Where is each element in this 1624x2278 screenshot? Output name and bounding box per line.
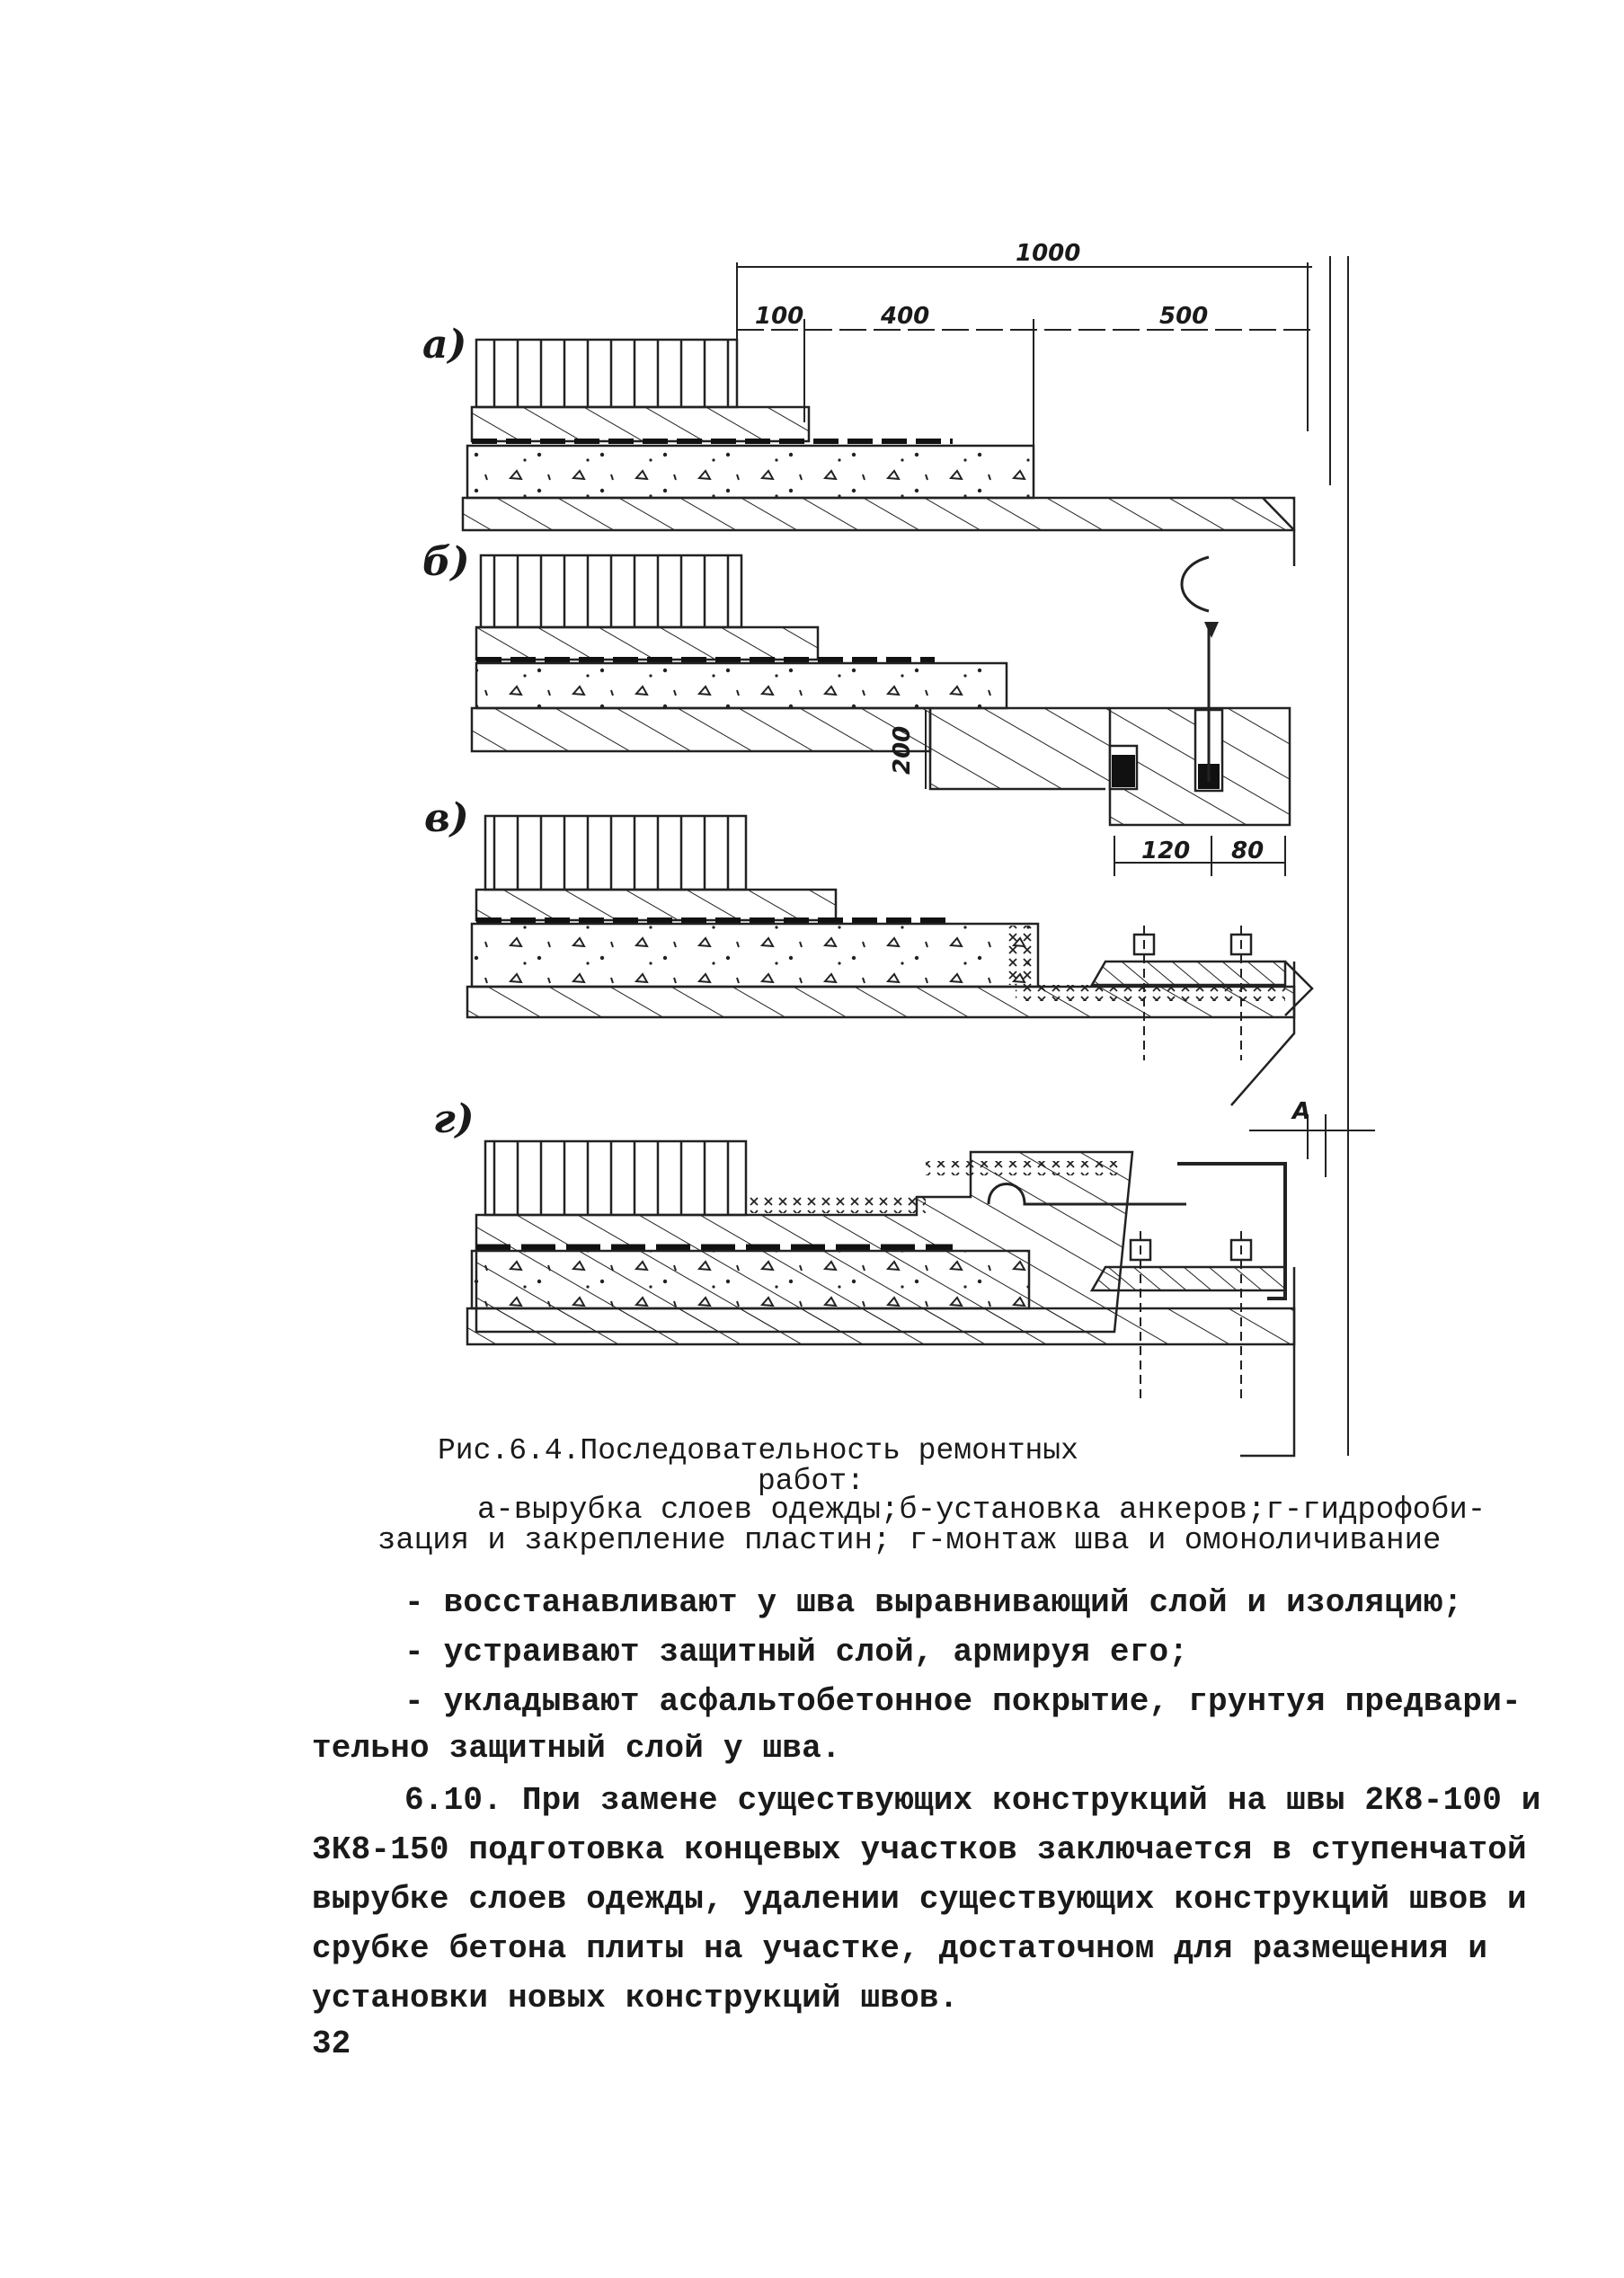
body-line-7: вырубке слоев одежды, удалении существующих конструкций швов и xyxy=(312,1881,1527,1918)
panel-g-label: г) xyxy=(433,1096,475,1142)
dim-1000: 1000 xyxy=(1016,240,1081,267)
dim-80: 80 xyxy=(1231,838,1265,864)
figure-caption-desc-2: зация и закрепление пластин; г-монтаж шва и омоноличивание xyxy=(377,1524,1442,1558)
dim-120: 120 xyxy=(1141,838,1191,864)
dim-500: 500 xyxy=(1159,303,1209,330)
dim-a: A xyxy=(1292,1098,1311,1125)
body-line-6: 3К8-150 подготовка концевых участков заключается в ступенчатой xyxy=(312,1831,1527,1868)
body-line-9: установки новых конструкций швов. xyxy=(312,1980,959,2017)
figure-caption-desc-1: а-вырубка слоев одежды;б-установка анкеров;г-гидрофоби- xyxy=(477,1494,1486,1528)
dim-200: 200 xyxy=(889,725,916,775)
body-line-1: - восстанавливают у шва выравнивающий слой и изоляцию; xyxy=(404,1584,1463,1621)
page-number: 32 xyxy=(312,2025,351,2062)
dim-400: 400 xyxy=(881,303,930,330)
panel-v-label: в) xyxy=(424,795,469,841)
panel-b-label: б) xyxy=(422,539,470,585)
body-line-4: тельно защитный слой у шва. xyxy=(312,1730,841,1767)
body-line-8: срубке бетона плиты на участке, достаточном для размещения и xyxy=(312,1930,1488,1967)
panel-a-label: а) xyxy=(422,322,467,368)
figure-caption-title-cont: работ: xyxy=(758,1465,865,1498)
dim-100: 100 xyxy=(755,303,804,330)
body-line-2: - устраивают защитный слой, армируя его; xyxy=(404,1634,1189,1671)
body-line-5: 6.10. При замене существующих конструкций на швы 2К8-100 и xyxy=(404,1782,1541,1819)
figure-caption-title: Рис.6.4.Последовательность ремонтных xyxy=(438,1434,1078,1467)
panel-g xyxy=(433,1096,1375,1456)
body-line-3: - укладывают асфальтобетонное покрытие, грунтуя предвари- xyxy=(404,1683,1522,1720)
